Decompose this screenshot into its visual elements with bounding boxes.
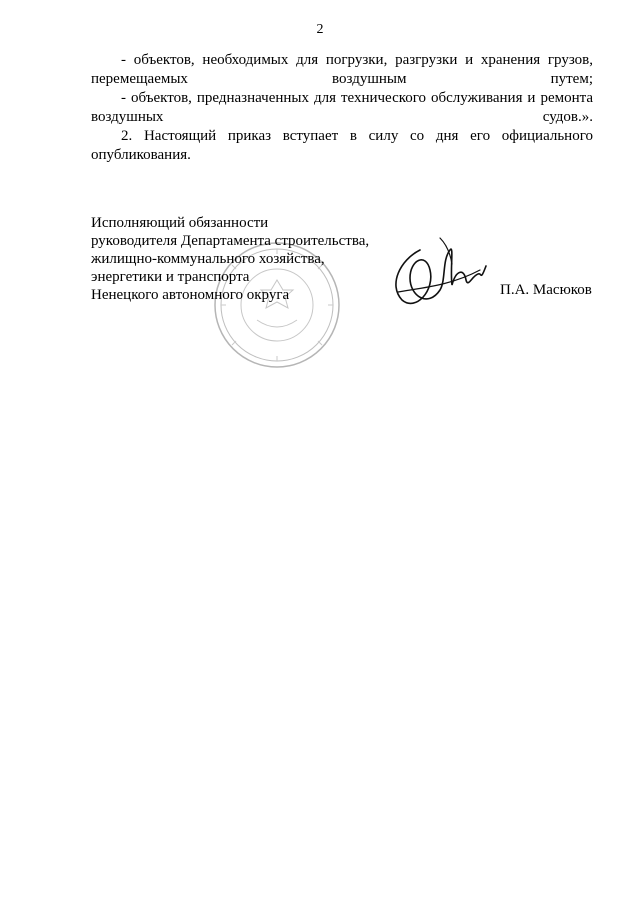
document-body — [91, 51, 593, 165]
paragraph-item-1 — [91, 51, 593, 89]
signature-line-title: Исполняющий обязанности — [91, 215, 269, 231]
paragraph-line: - объектов, необходимых для погрузки, разгрузки и хранения грузов, — [121, 52, 593, 68]
paragraph-effective-date — [91, 127, 593, 165]
paragraph-line: 2. Настоящий приказ вступает в силу со дня его официального — [121, 128, 593, 144]
paragraph-item-2 — [91, 89, 593, 127]
paragraph-line: - объектов, предназначенных для технического обслуживания и — [121, 90, 536, 106]
paragraph-line: опубликования. — [91, 147, 191, 163]
paragraph-line: перемещаемых воздушным путем; — [91, 71, 593, 87]
signer-name: П.А. Масюков — [500, 282, 592, 298]
signature-block — [91, 214, 391, 304]
signature-line: жилищно-коммунального хозяйства, — [91, 251, 325, 267]
signature-line: энергетики и транспорта — [91, 269, 250, 285]
page-number: 2 — [316, 22, 324, 37]
signature-line: руководителя Департамента строительства, — [91, 233, 370, 249]
paragraph-line: ремонта воздушных судов.». — [91, 90, 594, 125]
signature-icon — [380, 230, 490, 320]
signature-line: Ненецкого автономного округа — [91, 287, 290, 303]
